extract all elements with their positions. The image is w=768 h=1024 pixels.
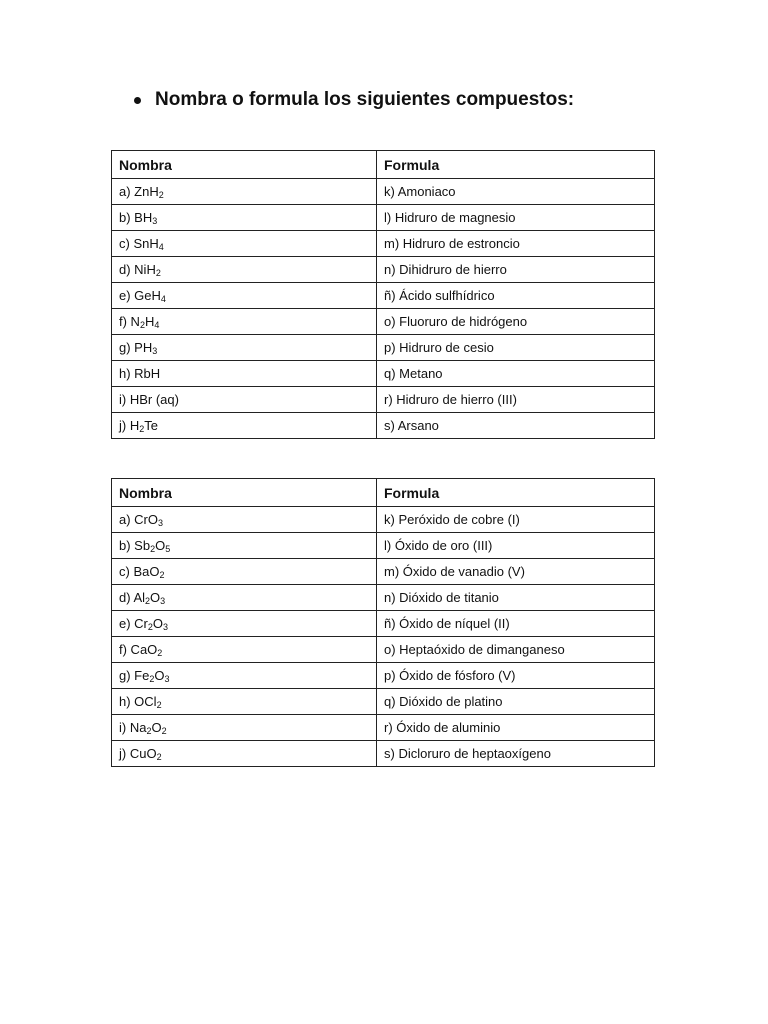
table-body [112, 179, 655, 439]
formula-text: d) Al [119, 590, 146, 605]
exercise-heading-text: Nombra o formula los siguientes compuestos: [155, 89, 575, 110]
table-row [112, 715, 655, 741]
subscript: 3 [152, 346, 158, 356]
table-body [112, 507, 655, 767]
subscript: 2 [156, 752, 162, 762]
formula-cell: l) Óxido de oro (III) [377, 533, 655, 559]
nombra-cell [112, 637, 377, 663]
subscript: 2 [139, 424, 145, 434]
subscript: 2 [147, 622, 153, 632]
oxides-table [111, 478, 655, 767]
nombra-cell [112, 715, 377, 741]
formula-cell: l) Hidruro de magnesio [377, 205, 655, 231]
table-row [112, 179, 655, 205]
formula-cell: n) Dihidruro de hierro [377, 257, 655, 283]
formula-text: O [150, 590, 161, 605]
subscript: 2 [161, 726, 167, 736]
formula-cell: o) Fluoruro de hidrógeno [377, 309, 655, 335]
subscript: 2 [159, 570, 165, 580]
bullet-icon [134, 97, 141, 104]
subscript: 2 [146, 726, 152, 736]
formula-cell: q) Dióxido de platino [377, 689, 655, 715]
formula-cell: p) Hidruro de cesio [377, 335, 655, 361]
formula-text: e) GeH [119, 288, 161, 303]
column-header-nombra: Nombra [112, 151, 377, 179]
formula-cell: m) Hidruro de estroncio [377, 231, 655, 257]
subscript: 2 [150, 544, 156, 554]
nombra-cell [112, 559, 377, 585]
nombra-cell [112, 741, 377, 767]
formula-text: H [144, 314, 155, 329]
formula-cell: o) Heptaóxido de dimanganeso [377, 637, 655, 663]
formula-text: O [154, 668, 165, 683]
nombra-cell [112, 179, 377, 205]
table-row [112, 637, 655, 663]
column-header-formula: Formula [377, 151, 655, 179]
table-row [112, 387, 655, 413]
subscript: 2 [139, 320, 145, 330]
formula-cell: k) Peróxido de cobre (I) [377, 507, 655, 533]
formula-text: O [155, 538, 166, 553]
formula-text: g) PH [119, 340, 153, 355]
formula-text: O [151, 720, 162, 735]
subscript: 2 [149, 674, 155, 684]
nombra-cell [112, 231, 377, 257]
subscript: 2 [157, 648, 163, 658]
table-row [112, 533, 655, 559]
column-header-formula: Formula [377, 479, 655, 507]
formula-text: e) Cr [119, 616, 148, 631]
nombra-cell [112, 257, 377, 283]
nombra-cell [112, 689, 377, 715]
table-header-row [112, 479, 655, 507]
table-row [112, 689, 655, 715]
formula-cell: r) Óxido de aluminio [377, 715, 655, 741]
subscript: 3 [158, 518, 164, 528]
formula-cell: ñ) Óxido de níquel (II) [377, 611, 655, 637]
nombra-cell [112, 663, 377, 689]
formula-cell: s) Arsano [377, 413, 655, 439]
formula-cell: m) Óxido de vanadio (V) [377, 559, 655, 585]
column-header-nombra: Nombra [112, 479, 377, 507]
subscript: 4 [154, 320, 160, 330]
formula-text: i) Na [119, 720, 147, 735]
table-row [112, 507, 655, 533]
formula-cell: k) Amoniaco [377, 179, 655, 205]
formula-cell: ñ) Ácido sulfhídrico [377, 283, 655, 309]
nombra-cell [112, 533, 377, 559]
table-header-row [112, 151, 655, 179]
nombra-cell [112, 205, 377, 231]
subscript: 5 [165, 544, 171, 554]
table-row [112, 559, 655, 585]
subscript: 3 [163, 622, 169, 632]
table-row [112, 413, 655, 439]
subscript: 2 [145, 596, 151, 606]
formula-text: b) BH [119, 210, 153, 225]
table-row [112, 741, 655, 767]
formula-text: i) HBr (aq) [119, 392, 179, 407]
subscript: 3 [152, 216, 158, 226]
formula-text: Te [144, 418, 158, 433]
formula-text: a) ZnH [119, 184, 159, 199]
formula-text: a) CrO [119, 512, 158, 527]
formula-text: b) Sb [119, 538, 151, 553]
nombra-cell [112, 309, 377, 335]
hydrides-table [111, 150, 655, 439]
nombra-cell [112, 507, 377, 533]
formula-text: h) OCl [119, 694, 157, 709]
formula-cell: n) Dióxido de titanio [377, 585, 655, 611]
subscript: 2 [156, 700, 162, 710]
table-row [112, 283, 655, 309]
subscript: 3 [160, 596, 166, 606]
formula-text: g) Fe [119, 668, 150, 683]
nombra-cell [112, 283, 377, 309]
table-row [112, 257, 655, 283]
formula-cell: s) Dicloruro de heptaoxígeno [377, 741, 655, 767]
table-row [112, 205, 655, 231]
table-row [112, 663, 655, 689]
formula-cell: p) Óxido de fósforo (V) [377, 663, 655, 689]
table-row [112, 231, 655, 257]
table-row [112, 309, 655, 335]
subscript: 2 [155, 268, 161, 278]
nombra-cell [112, 387, 377, 413]
nombra-cell [112, 335, 377, 361]
table-row [112, 611, 655, 637]
subscript: 3 [164, 674, 170, 684]
nombra-cell [112, 585, 377, 611]
subscript: 4 [160, 294, 166, 304]
formula-text: f) N [119, 314, 140, 329]
formula-text: h) RbH [119, 366, 161, 381]
nombra-cell [112, 361, 377, 387]
formula-text: c) SnH [119, 236, 159, 251]
table-row [112, 335, 655, 361]
formula-text: j) H [119, 418, 140, 433]
formula-cell: r) Hidruro de hierro (III) [377, 387, 655, 413]
exercise-heading [134, 88, 574, 112]
formula-text: O [152, 616, 164, 631]
formula-text: f) CaO [119, 642, 158, 657]
formula-text: c) BaO [119, 564, 160, 579]
formula-text: j) CuO [119, 746, 157, 761]
table-row [112, 361, 655, 387]
formula-text: d) NiH [119, 262, 156, 277]
subscript: 2 [158, 190, 164, 200]
formula-cell: q) Metano [377, 361, 655, 387]
subscript: 4 [158, 242, 164, 252]
nombra-cell [112, 611, 377, 637]
nombra-cell [112, 413, 377, 439]
table-row [112, 585, 655, 611]
